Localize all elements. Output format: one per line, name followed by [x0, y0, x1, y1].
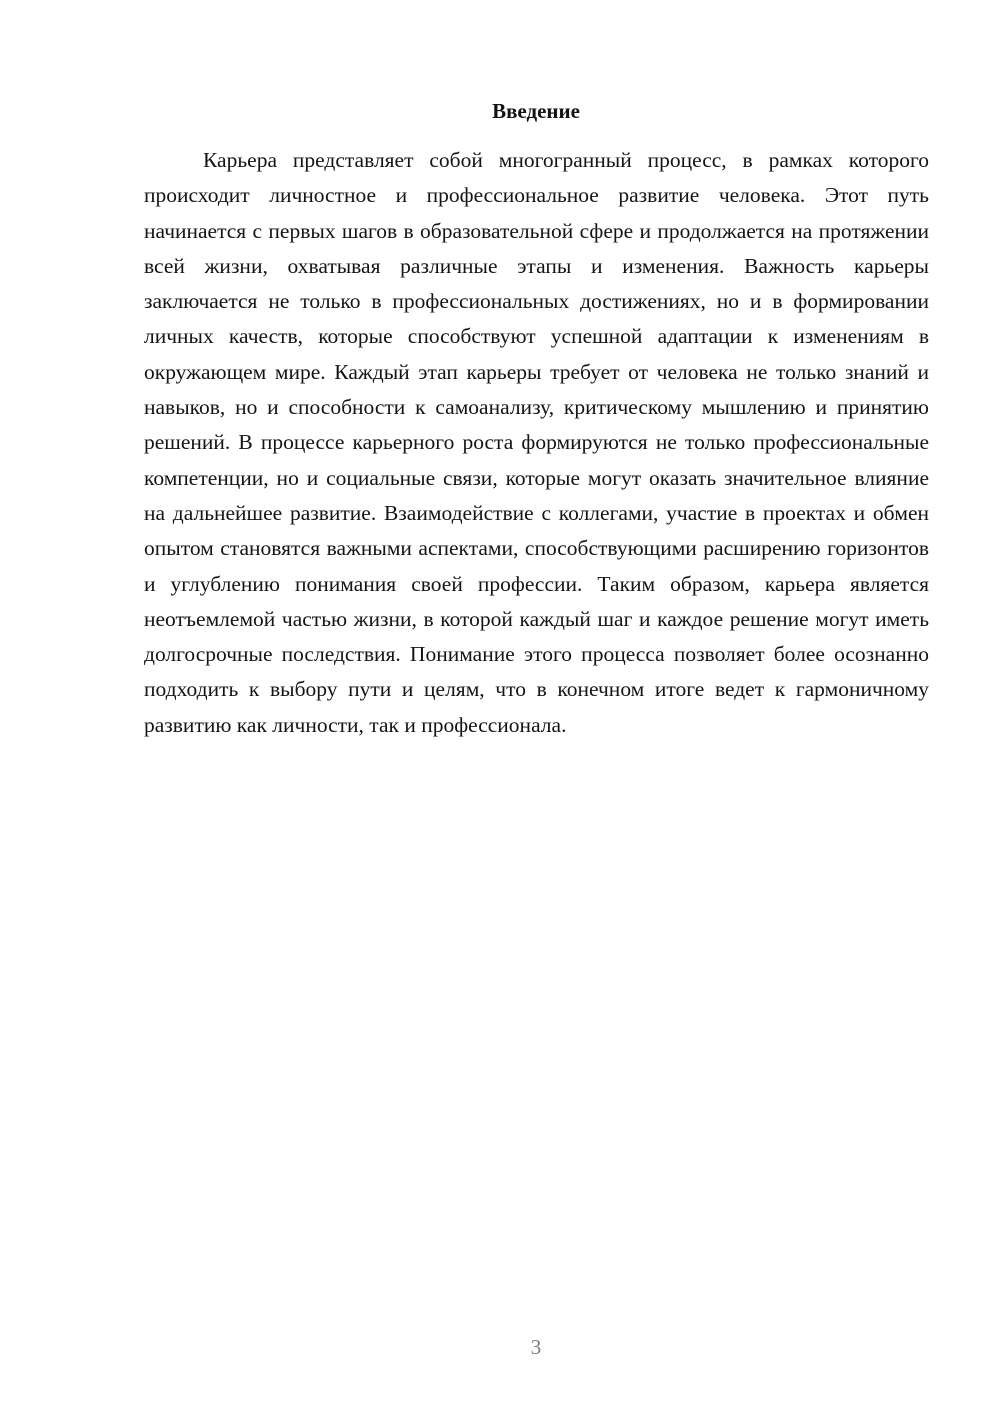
section-heading: Введение [492, 99, 580, 123]
body-paragraph: Карьера представляет собой многогранный процесс, в рамках которого происходит личностное и профессиональное развитие человека. Этот путь начинается с первых шагов в образовательной сфере и продолжается на протяжении всей жизни, охватывая различные этапы и изменения. Важность карьеры заключается не только в профессиональных достижениях, но и в формировании личных качеств, которые способствуют успешной адаптации к изменениям в окружающем мире. Каждый этап карьеры требует от человека не только знаний и навыков, но и способности к самоанализу, критическому мышлению и принятию решений. В процессе карьерного роста формируются не только профессиональные компетенции, но и социальные связи, которые могут оказать значительное влияние на дальнейшее развитие. Взаимодействие с коллегами, участие в проектах и обмен опытом становятся важными аспектами, способствующими расширению горизонтов и углублению понимания своей профессии. Таким образом, карьера является неотъемлемой частью жизни, в которой каждый шаг и каждое решение могут иметь долгосрочные последствия. Понимание этого процесса позволяет более осознанно подходить к выбору пути и целям, что в конечном итоге ведет к гармоничному развитию как личности, так и профессионала. [144, 148, 929, 737]
page-number: 3 [530, 1335, 542, 1359]
